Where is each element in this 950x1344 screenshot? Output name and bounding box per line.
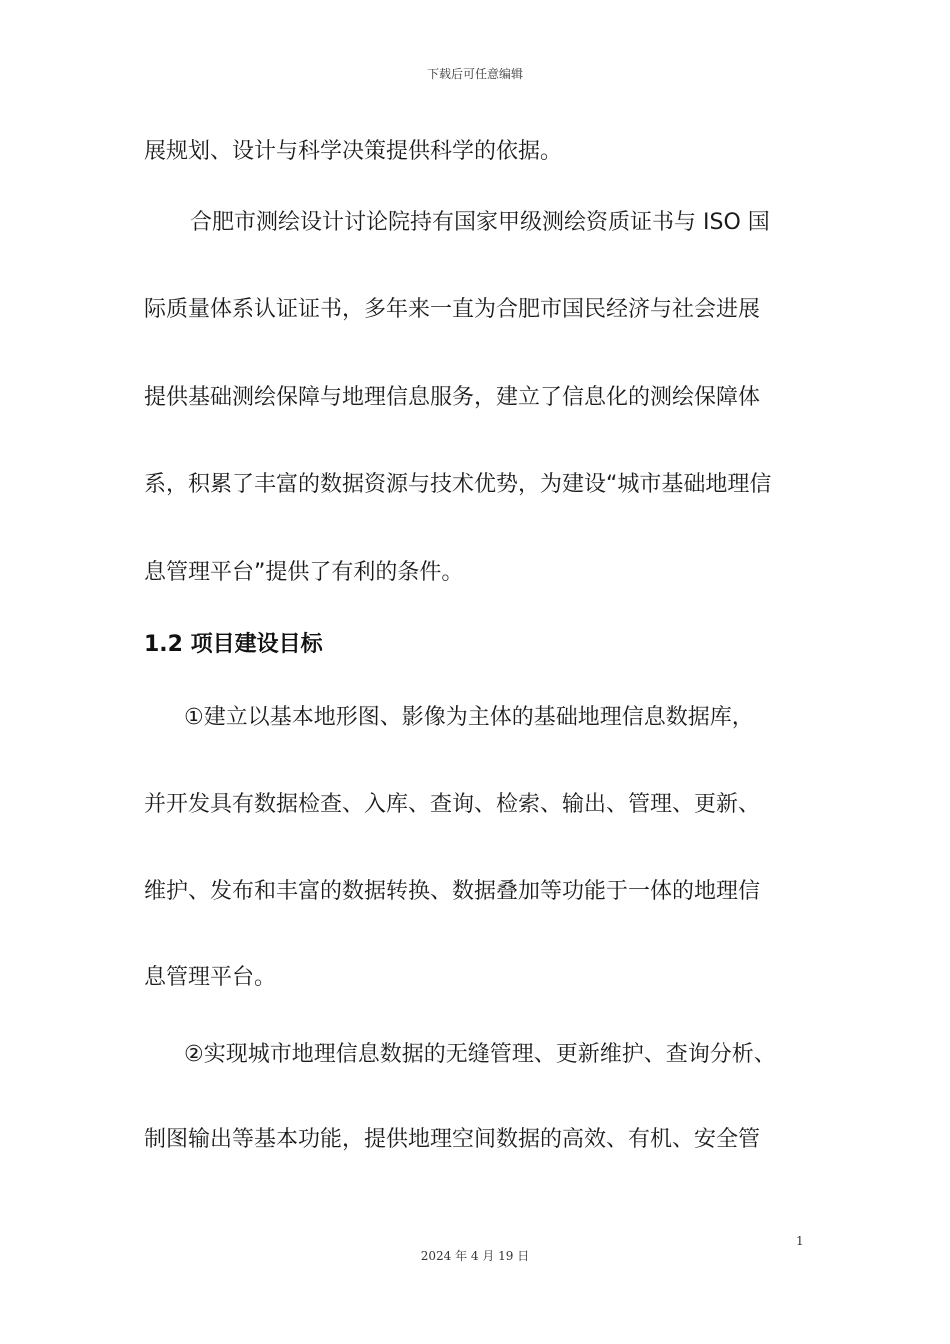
- text-line: 际质量体系认证证书，多年来一直为合肥市国民经济与社会进展: [144, 297, 761, 322]
- page-footer-date: 2024 年 4 月 19 日: [420, 1249, 530, 1263]
- page-number: 1: [796, 1234, 804, 1248]
- page-header: 下载后可任意编辑: [426, 67, 523, 81]
- text-line: 提供基础测绘保障与地理信息服务，建立了信息化的测绘保障体: [144, 385, 761, 410]
- text-line: 合肥市测绘设计讨论院持有国家甲级测绘资质证书与 ISO 国: [190, 210, 770, 235]
- text-line: 展规划、设计与科学决策提供科学的依据。: [144, 139, 563, 164]
- text-line: 并开发具有数据检查、入库、查询、检索、输出、管理、更新、: [144, 792, 761, 817]
- text-line: ②实现城市地理信息数据的无缝管理、更新维护、查询分析、: [184, 1042, 776, 1067]
- text-line: 制图输出等基本功能，提供地理空间数据的高效、有机、安全管: [144, 1127, 761, 1152]
- text-line: 系，积累了丰富的数据资源与技术优势，为建设“城市基础地理信: [144, 472, 772, 497]
- text-line: ①建立以基本地形图、影像为主体的基础地理信息数据库，: [184, 705, 754, 730]
- text-line: 息管理平台”提供了有利的条件。: [144, 560, 464, 585]
- section-heading: 1.2 项目建设目标: [144, 632, 323, 657]
- text-line: 维护、发布和丰富的数据转换、数据叠加等功能于一体的地理信: [144, 879, 761, 904]
- text-line: 息管理平台。: [144, 965, 277, 990]
